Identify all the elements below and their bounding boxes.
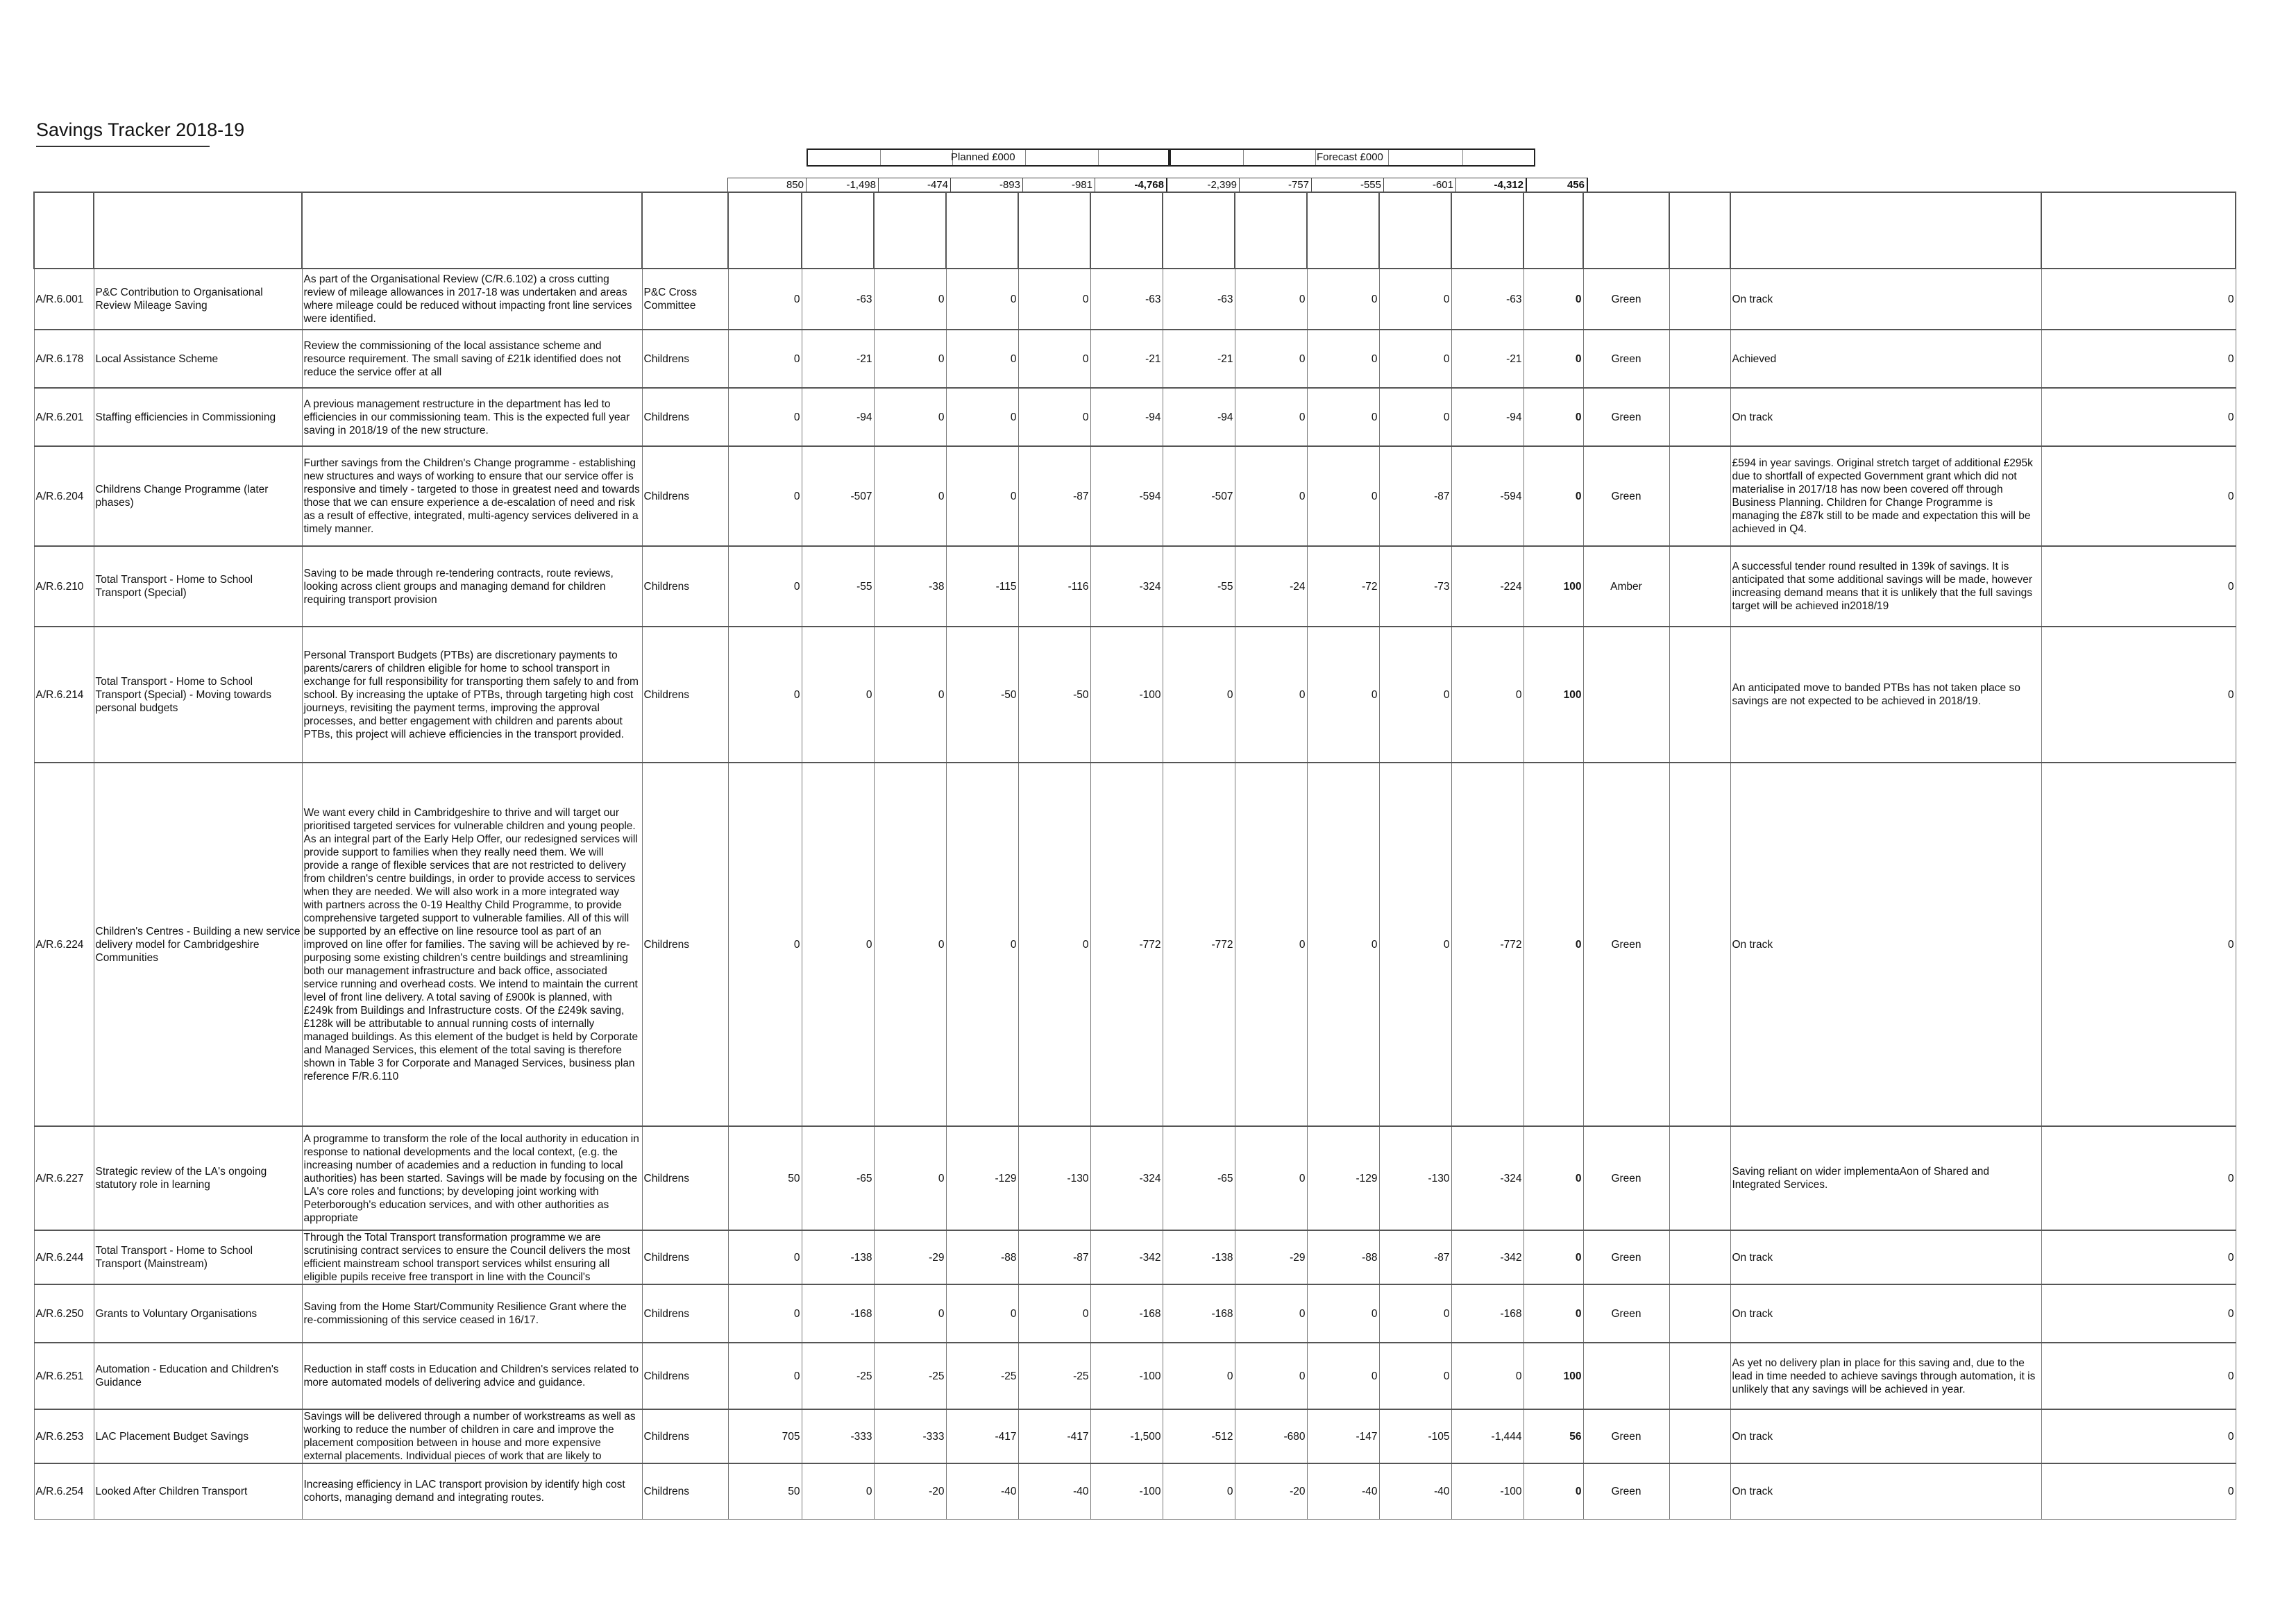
row-value: 0 xyxy=(1523,388,1583,446)
row-value: 0 xyxy=(728,1343,802,1409)
row-value: -168 xyxy=(802,1284,874,1343)
row-value: -63 xyxy=(1451,269,1523,330)
table-header-row xyxy=(34,192,2236,269)
row-value: 0 xyxy=(1235,446,1307,546)
row-value: -20 xyxy=(874,1463,946,1519)
total-cell: -4,312 xyxy=(1456,178,1527,193)
row-end-value: 0 xyxy=(2041,1126,2236,1230)
row-committee: Childrens xyxy=(642,1409,728,1463)
table-row xyxy=(34,1126,2236,1230)
row-committee: Childrens xyxy=(642,330,728,388)
row-value: -138 xyxy=(1163,1230,1235,1284)
row-rag-status: Green xyxy=(1583,1409,1669,1463)
row-reference: A/R.6.204 xyxy=(34,446,94,546)
row-blank xyxy=(1669,763,1730,1126)
row-value: -168 xyxy=(1163,1284,1235,1343)
row-value: -63 xyxy=(802,269,874,330)
row-rag-status: Amber xyxy=(1583,546,1669,627)
row-value: 0 xyxy=(728,1230,802,1284)
row-value: 0 xyxy=(1163,627,1235,763)
row-value: 0 xyxy=(802,763,874,1126)
row-value: 0 xyxy=(874,269,946,330)
row-value: -55 xyxy=(802,546,874,627)
row-reference: A/R.6.001 xyxy=(34,269,94,330)
row-value: 0 xyxy=(1018,330,1090,388)
row-value: -129 xyxy=(1307,1126,1379,1230)
row-value: -65 xyxy=(1163,1126,1235,1230)
row-value: -324 xyxy=(1090,1126,1163,1230)
row-rag-status: Green xyxy=(1583,388,1669,446)
row-value: -55 xyxy=(1163,546,1235,627)
row-value: -40 xyxy=(1307,1463,1379,1519)
row-value: -65 xyxy=(802,1126,874,1230)
row-value: -417 xyxy=(1018,1409,1090,1463)
row-value: -168 xyxy=(1451,1284,1523,1343)
row-value: -94 xyxy=(802,388,874,446)
row-title: Staffing efficiencies in Commissioning xyxy=(94,388,302,446)
total-cell: -4,768 xyxy=(1095,178,1167,193)
row-value: 0 xyxy=(728,330,802,388)
row-value: -40 xyxy=(1018,1463,1090,1519)
row-value: 0 xyxy=(946,388,1018,446)
row-value: 0 xyxy=(1307,446,1379,546)
row-value: 0 xyxy=(1379,763,1451,1126)
row-value: -100 xyxy=(1090,1463,1163,1519)
row-value: 0 xyxy=(1235,763,1307,1126)
table-row xyxy=(34,388,2236,446)
row-value: -94 xyxy=(1090,388,1163,446)
row-value: -21 xyxy=(1090,330,1163,388)
row-value: -21 xyxy=(802,330,874,388)
row-committee: Childrens xyxy=(642,1463,728,1519)
total-cell: -1,498 xyxy=(807,178,879,193)
row-value: -772 xyxy=(1451,763,1523,1126)
row-value: 100 xyxy=(1523,546,1583,627)
row-value: 0 xyxy=(1451,1343,1523,1409)
row-description: Saving from the Home Start/Community Resilience Grant where the re-commissioning of this service ceased in 16/17. xyxy=(302,1284,642,1343)
row-blank xyxy=(1669,446,1730,546)
row-value: -40 xyxy=(1379,1463,1451,1519)
row-value: 0 xyxy=(1307,388,1379,446)
row-title: Local Assistance Scheme xyxy=(94,330,302,388)
total-cell: 850 xyxy=(727,178,807,193)
row-value: 0 xyxy=(728,1284,802,1343)
row-value: -87 xyxy=(1018,446,1090,546)
row-reference: A/R.6.250 xyxy=(34,1284,94,1343)
row-rag-status: Green xyxy=(1583,269,1669,330)
row-value: -105 xyxy=(1379,1409,1451,1463)
row-value: -512 xyxy=(1163,1409,1235,1463)
row-value: -224 xyxy=(1451,546,1523,627)
row-value: 50 xyxy=(728,1126,802,1230)
row-blank xyxy=(1669,1343,1730,1409)
table-row xyxy=(34,1463,2236,1519)
total-cell: -474 xyxy=(879,178,951,193)
row-value: 0 xyxy=(1163,1463,1235,1519)
total-cell: -555 xyxy=(1312,178,1384,193)
row-value: -772 xyxy=(1090,763,1163,1126)
row-value: 0 xyxy=(1523,1230,1583,1284)
row-value: 0 xyxy=(1451,627,1523,763)
page-title: Savings Tracker 2018-19 xyxy=(36,119,245,140)
row-value: 0 xyxy=(1235,330,1307,388)
row-rag-status: Green xyxy=(1583,763,1669,1126)
row-title: Total Transport - Home to School Transport (Special) - Moving towards personal budgets xyxy=(94,627,302,763)
row-value: 0 xyxy=(1379,269,1451,330)
row-end-value: 0 xyxy=(2041,330,2236,388)
row-value: -50 xyxy=(1018,627,1090,763)
row-value: -333 xyxy=(802,1409,874,1463)
row-description: Personal Transport Budgets (PTBs) are discretionary payments to parents/carers of children eligible for home to school transport in exchange for full responsibility for transporting them safely to and from school. By increasing the uptake of PTBs, through targeting high cost journeys, revisiting the payment terms, improving the approval processes, and better engagement with children and parents about PTBs, this project will achieve efficiencies in the transport provided. xyxy=(302,627,642,763)
row-value: -24 xyxy=(1235,546,1307,627)
planned-header-label: Planned £000 xyxy=(951,151,1015,163)
row-value: 0 xyxy=(1523,1126,1583,1230)
row-committee: Childrens xyxy=(642,627,728,763)
row-description: Review the commissioning of the local assistance scheme and resource requirement. The small saving of £21k identified does not reduce the service offer at all xyxy=(302,330,642,388)
row-value: 0 xyxy=(728,546,802,627)
row-blank xyxy=(1669,269,1730,330)
row-value: 0 xyxy=(1523,269,1583,330)
row-value: -1,500 xyxy=(1090,1409,1163,1463)
table-row xyxy=(34,763,2236,1126)
row-value: 0 xyxy=(1307,1343,1379,1409)
row-value: -20 xyxy=(1235,1463,1307,1519)
row-value: -324 xyxy=(1090,546,1163,627)
row-description: We want every child in Cambridgeshire to thrive and will target our prioritised targeted services for vulnerable children and young people. As an integral part of the Early Help Offer, our redesigned services will provide support to families when they really need them. We will provide a range of flexible services that are not restricted to delivery from children's centre buildings, in order to provide access to services when they are needed. We will also work in a more integrated way with partners across the 0-19 Healthy Child Programme, to provide comprehensive targeted support to vulnerable families. All of this will be supported by an effective on line resource tool as part of an improved on line offer for families. The saving will be achieved by re-purposing some existing children's centre buildings and streamlining both our management infrastructure and back office, associated service running and overhead costs. We intend to maintain the current level of front line delivery. A total saving of £900k is planned, with £249k from Buildings and Infrastructure costs. Of the £249k saving, £128k will be attributable to annual running costs of internally managed buildings. As this element of the budget is held by Corporate and Managed Services, this element of the total saving is therefore shown in Table 3 for Corporate and Managed Services, business plan reference F/R.6.110 xyxy=(302,763,642,1126)
row-commentary: On track xyxy=(1730,1409,2041,1463)
row-description: Through the Total Transport transformation programme we are scrutinising contract services to ensure the Council delivers the most efficient mainstream school transport services whilst ensuring all eligible pupils receive free transport in line with the Council's xyxy=(302,1230,642,1284)
row-value: -87 xyxy=(1379,1230,1451,1284)
row-blank xyxy=(1669,627,1730,763)
row-end-value: 0 xyxy=(2041,546,2236,627)
row-value: 0 xyxy=(728,388,802,446)
row-value: -168 xyxy=(1090,1284,1163,1343)
row-description: Further savings from the Children's Change programme - establishing new structures and ways of working to ensure that our service offer is responsive and timely - targeted to those in greatest need and towards those that we can ensure experience a de-escalation of need and risk as a result of effective, integrated, multi-agency services delivered in a timely manner. xyxy=(302,446,642,546)
row-value: -417 xyxy=(946,1409,1018,1463)
row-blank xyxy=(1669,1284,1730,1343)
row-value: -594 xyxy=(1090,446,1163,546)
row-value: 0 xyxy=(1235,627,1307,763)
table-row xyxy=(34,1409,2236,1463)
row-reference: A/R.6.251 xyxy=(34,1343,94,1409)
table-row xyxy=(34,546,2236,627)
row-rag-status: Green xyxy=(1583,1284,1669,1343)
row-value: 0 xyxy=(874,627,946,763)
row-value: -87 xyxy=(1018,1230,1090,1284)
row-value: -342 xyxy=(1451,1230,1523,1284)
planned-header xyxy=(807,148,1170,167)
row-value: 0 xyxy=(1235,1126,1307,1230)
row-value: -29 xyxy=(1235,1230,1307,1284)
row-value: 0 xyxy=(802,627,874,763)
total-cell: -757 xyxy=(1240,178,1312,193)
row-value: 0 xyxy=(946,1284,1018,1343)
row-end-value: 0 xyxy=(2041,269,2236,330)
table-row xyxy=(34,1343,2236,1409)
row-value: 0 xyxy=(874,1284,946,1343)
row-blank xyxy=(1669,546,1730,627)
row-value: -100 xyxy=(1451,1463,1523,1519)
row-rag-status xyxy=(1583,1343,1669,1409)
row-value: 100 xyxy=(1523,1343,1583,1409)
row-value: 0 xyxy=(1379,627,1451,763)
row-blank xyxy=(1669,1409,1730,1463)
table-row xyxy=(34,1230,2236,1284)
row-value: -73 xyxy=(1379,546,1451,627)
row-value: 0 xyxy=(874,763,946,1126)
row-value: 0 xyxy=(1235,1343,1307,1409)
total-cell: 456 xyxy=(1527,178,1588,193)
row-value: 0 xyxy=(1523,446,1583,546)
row-value: 0 xyxy=(1307,1284,1379,1343)
row-commentary: Saving reliant on wider implementaAon of Shared and Integrated Services. xyxy=(1730,1126,2041,1230)
row-committee: Childrens xyxy=(642,763,728,1126)
row-value: -21 xyxy=(1451,330,1523,388)
row-value: 0 xyxy=(1235,269,1307,330)
row-end-value: 0 xyxy=(2041,1409,2236,1463)
row-reference: A/R.6.178 xyxy=(34,330,94,388)
row-committee: Childrens xyxy=(642,1343,728,1409)
row-value: -38 xyxy=(874,546,946,627)
row-title: Total Transport - Home to School Transport (Mainstream) xyxy=(94,1230,302,1284)
row-value: 0 xyxy=(728,763,802,1126)
row-value: 0 xyxy=(1523,330,1583,388)
row-value: -25 xyxy=(946,1343,1018,1409)
row-value: -50 xyxy=(946,627,1018,763)
row-end-value: 0 xyxy=(2041,627,2236,763)
title-underline xyxy=(36,146,210,147)
row-value: -94 xyxy=(1163,388,1235,446)
row-title: Total Transport - Home to School Transport (Special) xyxy=(94,546,302,627)
row-blank xyxy=(1669,330,1730,388)
row-value: 0 xyxy=(1235,388,1307,446)
row-description: Reduction in staff costs in Education and Children's services related to more automated models of delivering advice and guidance. xyxy=(302,1343,642,1409)
row-end-value: 0 xyxy=(2041,446,2236,546)
row-title: Grants to Voluntary Organisations xyxy=(94,1284,302,1343)
row-value: 0 xyxy=(1307,627,1379,763)
row-reference: A/R.6.244 xyxy=(34,1230,94,1284)
row-commentary: £594 in year savings. Original stretch target of additional £295k due to shortfall of expected Government grant which did not materialise in 2017/18 has now been covered off through Business Planning. Children for Change Programme is managing the £87k still to be made and expectation this will be achieved in Q4. xyxy=(1730,446,2041,546)
row-value: 0 xyxy=(946,446,1018,546)
row-value: 0 xyxy=(946,330,1018,388)
row-end-value: 0 xyxy=(2041,1230,2236,1284)
row-value: 0 xyxy=(1523,763,1583,1126)
row-committee: Childrens xyxy=(642,446,728,546)
row-reference: A/R.6.214 xyxy=(34,627,94,763)
row-value: 0 xyxy=(874,330,946,388)
row-value: -100 xyxy=(1090,627,1163,763)
row-value: -115 xyxy=(946,546,1018,627)
row-value: -594 xyxy=(1451,446,1523,546)
row-reference: A/R.6.227 xyxy=(34,1126,94,1230)
row-rag-status: Green xyxy=(1583,330,1669,388)
row-value: 0 xyxy=(1018,763,1090,1126)
row-committee: Childrens xyxy=(642,1126,728,1230)
row-value: 0 xyxy=(1379,1343,1451,1409)
row-value: -772 xyxy=(1163,763,1235,1126)
row-value: 0 xyxy=(946,269,1018,330)
row-value: -100 xyxy=(1090,1343,1163,1409)
table-row xyxy=(34,446,2236,546)
row-value: 0 xyxy=(1307,269,1379,330)
row-value: 56 xyxy=(1523,1409,1583,1463)
row-value: 0 xyxy=(1307,763,1379,1126)
row-title: P&C Contribution to Organisational Review Mileage Saving xyxy=(94,269,302,330)
row-rag-status xyxy=(1583,627,1669,763)
row-description: Increasing efficiency in LAC transport provision by identify high cost cohorts, managing demand and integrating routes. xyxy=(302,1463,642,1519)
savings-table xyxy=(33,192,2236,1520)
row-value: 0 xyxy=(728,446,802,546)
row-commentary: On track xyxy=(1730,1284,2041,1343)
row-reference: A/R.6.254 xyxy=(34,1463,94,1519)
row-title: LAC Placement Budget Savings xyxy=(94,1409,302,1463)
table-row xyxy=(34,1284,2236,1343)
row-value: -342 xyxy=(1090,1230,1163,1284)
row-commentary: On track xyxy=(1730,269,2041,330)
row-description: Saving to be made through re-tendering contracts, route reviews, looking across client groups and managing demand for children requiring transport provision xyxy=(302,546,642,627)
total-cell: -893 xyxy=(951,178,1023,193)
row-blank xyxy=(1669,1230,1730,1284)
row-end-value: 0 xyxy=(2041,1343,2236,1409)
row-value: -72 xyxy=(1307,546,1379,627)
row-value: -130 xyxy=(1379,1126,1451,1230)
row-value: -324 xyxy=(1451,1126,1523,1230)
row-rag-status: Green xyxy=(1583,446,1669,546)
row-value: 0 xyxy=(1379,388,1451,446)
row-value: 0 xyxy=(1523,1463,1583,1519)
row-value: -63 xyxy=(1090,269,1163,330)
row-value: -138 xyxy=(802,1230,874,1284)
row-value: -147 xyxy=(1307,1409,1379,1463)
row-reference: A/R.6.224 xyxy=(34,763,94,1126)
row-end-value: 0 xyxy=(2041,1284,2236,1343)
row-commentary: On track xyxy=(1730,1463,2041,1519)
row-value: -25 xyxy=(1018,1343,1090,1409)
row-value: 0 xyxy=(1379,1284,1451,1343)
total-cell: -981 xyxy=(1023,178,1095,193)
row-description: As part of the Organisational Review (C/R.6.102) a cross cutting review of mileage allowances in 2017-18 was undertaken and areas where mileage could be reduced without impacting front line services were identified. xyxy=(302,269,642,330)
table-row xyxy=(34,330,2236,388)
row-value: -21 xyxy=(1163,330,1235,388)
row-commentary: On track xyxy=(1730,763,2041,1126)
row-value: 0 xyxy=(1018,1284,1090,1343)
row-committee: Childrens xyxy=(642,1230,728,1284)
row-value: 705 xyxy=(728,1409,802,1463)
row-commentary: On track xyxy=(1730,1230,2041,1284)
total-cell: -2,399 xyxy=(1167,178,1240,193)
row-title: Childrens Change Programme (later phases) xyxy=(94,446,302,546)
row-description: Savings will be delivered through a number of workstreams as well as working to reduce the number of children in care and improve the placement composition between in house and more expensive external placements. Individual pieces of work that are likely to xyxy=(302,1409,642,1463)
row-commentary: As yet no delivery plan in place for this saving and, due to the lead in time needed to achieve savings through automation, it is unlikely that any savings will be achieved in year. xyxy=(1730,1343,2041,1409)
row-reference: A/R.6.201 xyxy=(34,388,94,446)
row-blank xyxy=(1669,1126,1730,1230)
row-value: -507 xyxy=(1163,446,1235,546)
row-value: 0 xyxy=(1307,330,1379,388)
row-title: Looked After Children Transport xyxy=(94,1463,302,1519)
forecast-header xyxy=(1170,148,1535,167)
row-value: 0 xyxy=(1235,1284,1307,1343)
row-value: 50 xyxy=(728,1463,802,1519)
row-committee: Childrens xyxy=(642,388,728,446)
row-value: 0 xyxy=(1018,388,1090,446)
row-end-value: 0 xyxy=(2041,388,2236,446)
row-end-value: 0 xyxy=(2041,763,2236,1126)
row-value: -87 xyxy=(1379,446,1451,546)
row-reference: A/R.6.253 xyxy=(34,1409,94,1463)
table-row xyxy=(34,627,2236,763)
row-value: 0 xyxy=(874,1126,946,1230)
row-value: -94 xyxy=(1451,388,1523,446)
row-value: 0 xyxy=(728,269,802,330)
row-rag-status: Green xyxy=(1583,1126,1669,1230)
row-value: 0 xyxy=(874,446,946,546)
row-rag-status: Green xyxy=(1583,1230,1669,1284)
row-value: 0 xyxy=(1018,269,1090,330)
row-commentary: Achieved xyxy=(1730,330,2041,388)
row-rag-status: Green xyxy=(1583,1463,1669,1519)
row-value: -25 xyxy=(802,1343,874,1409)
forecast-header-label: Forecast £000 xyxy=(1317,151,1383,163)
row-value: -63 xyxy=(1163,269,1235,330)
row-value: 0 xyxy=(1379,330,1451,388)
row-value: 0 xyxy=(1163,1343,1235,1409)
row-value: -25 xyxy=(874,1343,946,1409)
row-blank xyxy=(1669,388,1730,446)
total-cell: -601 xyxy=(1384,178,1456,193)
row-committee: Childrens xyxy=(642,546,728,627)
row-commentary: A successful tender round resulted in 139k of savings. It is anticipated that some additional savings will be made, however increasing demand means that it is unlikely that the full savings target will be achieved in2018/19 xyxy=(1730,546,2041,627)
row-value: -333 xyxy=(874,1409,946,1463)
row-title: Automation - Education and Children's Guidance xyxy=(94,1343,302,1409)
row-value: -507 xyxy=(802,446,874,546)
row-value: 100 xyxy=(1523,627,1583,763)
row-value: -129 xyxy=(946,1126,1018,1230)
row-value: -29 xyxy=(874,1230,946,1284)
row-value: -88 xyxy=(1307,1230,1379,1284)
row-value: 0 xyxy=(1523,1284,1583,1343)
table-row xyxy=(34,269,2236,330)
row-value: 0 xyxy=(728,627,802,763)
row-reference: A/R.6.210 xyxy=(34,546,94,627)
row-title: Children's Centres - Building a new service delivery model for Cambridgeshire Communities xyxy=(94,763,302,1126)
row-commentary: An anticipated move to banded PTBs has not taken place so savings are not expected to be achieved in 2018/19. xyxy=(1730,627,2041,763)
row-value: -88 xyxy=(946,1230,1018,1284)
row-value: -40 xyxy=(946,1463,1018,1519)
row-committee: Childrens xyxy=(642,1284,728,1343)
row-value: 0 xyxy=(874,388,946,446)
row-end-value: 0 xyxy=(2041,1463,2236,1519)
row-value: 0 xyxy=(946,763,1018,1126)
row-value: -130 xyxy=(1018,1126,1090,1230)
row-commentary: On track xyxy=(1730,388,2041,446)
row-title: Strategic review of the LA's ongoing statutory role in learning xyxy=(94,1126,302,1230)
row-description: A previous management restructure in the department has led to efficiencies in our commissioning team. This is the expected full year saving in 2018/19 of the new structure. xyxy=(302,388,642,446)
row-value: -1,444 xyxy=(1451,1409,1523,1463)
row-value: -116 xyxy=(1018,546,1090,627)
row-blank xyxy=(1669,1463,1730,1519)
row-value: 0 xyxy=(802,1463,874,1519)
row-value: -680 xyxy=(1235,1409,1307,1463)
row-committee: P&C Cross Committee xyxy=(642,269,728,330)
row-description: A programme to transform the role of the local authority in education in response to national developments and the local context, (e.g. the increasing number of academies and a reduction in funding to local authorities) has been started. Savings will be made by focusing on the LA's core roles and functions; by developing joint working with Peterborough's education services, and with other authorities as appropriate xyxy=(302,1126,642,1230)
